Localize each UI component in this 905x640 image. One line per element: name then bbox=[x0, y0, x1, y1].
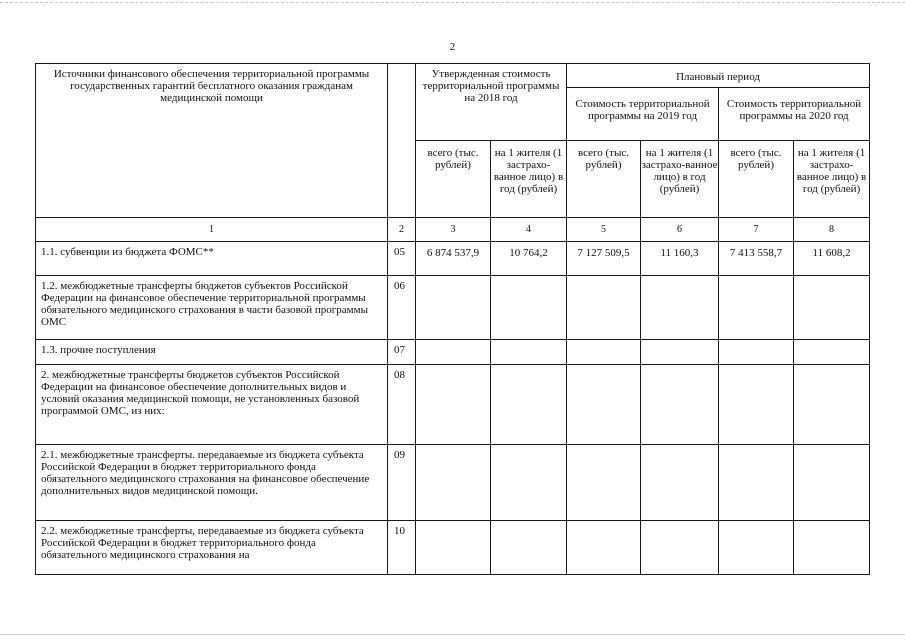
header-cost-2019: Стоимость территориальной программы на 2019 год bbox=[567, 88, 719, 141]
column-number: 3 bbox=[416, 218, 491, 242]
value-cell bbox=[641, 445, 719, 521]
row-label: 1.1. субвенции из бюджета ФОМС** bbox=[36, 242, 388, 276]
header-code-blank bbox=[388, 64, 416, 218]
value-cell bbox=[567, 365, 641, 445]
value-cell: 10 764,2 bbox=[491, 242, 567, 276]
row-label: 1.2. межбюджетные трансферты бюджетов субъектов Российской Федерации на финансовое обеспечение территориальной программы обязательного медицинского страхования в части базовой программы ОМС bbox=[36, 276, 388, 340]
header-per-resident-2020: на 1 жителя (1 застрахо-ванное лицо) в год (рублей) bbox=[794, 141, 870, 218]
column-number-row bbox=[36, 218, 870, 242]
header-total-2019: всего (тыс. рублей) bbox=[567, 141, 641, 218]
value-cell bbox=[491, 445, 567, 521]
column-number: 1 bbox=[36, 218, 388, 242]
header-per-resident-2018: на 1 жителя (1 застрахо-ванное лицо) в год (рублей) bbox=[491, 141, 567, 218]
row-code: 09 bbox=[388, 445, 416, 521]
row-label: 2.2. межбюджетные трансферты, передаваемые из бюджета субъекта Российской Федерации в бюджет территориального фонда обязательного медицинского страхования на bbox=[36, 521, 388, 575]
value-cell bbox=[719, 365, 794, 445]
column-number: 7 bbox=[719, 218, 794, 242]
value-cell bbox=[641, 365, 719, 445]
financing-table bbox=[35, 63, 870, 575]
value-cell bbox=[491, 276, 567, 340]
column-number: 6 bbox=[641, 218, 719, 242]
row-code: 05 bbox=[388, 242, 416, 276]
value-cell bbox=[794, 365, 870, 445]
value-cell bbox=[641, 340, 719, 365]
header-approved-2018: Утвержденная стоимость территориальной программы на 2018 год bbox=[416, 64, 567, 141]
value-cell bbox=[491, 340, 567, 365]
value-cell bbox=[491, 365, 567, 445]
row-code: 10 bbox=[388, 521, 416, 575]
value-cell bbox=[567, 521, 641, 575]
header-total-2018: всего (тыс. рублей) bbox=[416, 141, 491, 218]
value-cell bbox=[641, 521, 719, 575]
table-row bbox=[36, 521, 870, 575]
table-row bbox=[36, 340, 870, 365]
scan-edge-top bbox=[0, 2, 905, 3]
value-cell bbox=[416, 521, 491, 575]
value-cell bbox=[416, 276, 491, 340]
value-cell bbox=[567, 276, 641, 340]
scan-edge-bottom bbox=[0, 634, 905, 635]
column-number: 2 bbox=[388, 218, 416, 242]
header-total-2020: всего (тыс. рублей) bbox=[719, 141, 794, 218]
table-row bbox=[36, 276, 870, 340]
value-cell bbox=[719, 340, 794, 365]
value-cell bbox=[416, 365, 491, 445]
value-cell bbox=[567, 445, 641, 521]
value-cell: 7 127 509,5 bbox=[567, 242, 641, 276]
value-cell bbox=[416, 340, 491, 365]
header-planning-period: Плановый период bbox=[567, 64, 870, 88]
value-cell: 7 413 558,7 bbox=[719, 242, 794, 276]
value-cell bbox=[719, 445, 794, 521]
table-row bbox=[36, 445, 870, 521]
value-cell bbox=[794, 276, 870, 340]
header-cost-2020: Стоимость территориальной программы на 2020 год bbox=[719, 88, 870, 141]
value-cell bbox=[567, 340, 641, 365]
header-sources: Источники финансового обеспечения территориальной программы государственных гарантий бесплатного оказания гражданам медицинской помощи bbox=[36, 64, 388, 218]
value-cell bbox=[491, 521, 567, 575]
header-per-resident-2019: на 1 жителя (1 застрахо-ванное лицо) в год (рублей) bbox=[641, 141, 719, 218]
page-number: 2 bbox=[449, 41, 456, 53]
value-cell bbox=[794, 340, 870, 365]
header-row-1 bbox=[36, 64, 870, 88]
column-number: 4 bbox=[491, 218, 567, 242]
row-label: 1.3. прочие поступления bbox=[36, 340, 388, 365]
value-cell bbox=[719, 276, 794, 340]
value-cell bbox=[794, 445, 870, 521]
value-cell bbox=[641, 276, 719, 340]
column-number: 8 bbox=[794, 218, 870, 242]
value-cell: 6 874 537,9 bbox=[416, 242, 491, 276]
row-code: 06 bbox=[388, 276, 416, 340]
column-number: 5 bbox=[567, 218, 641, 242]
table-row bbox=[36, 365, 870, 445]
value-cell bbox=[416, 445, 491, 521]
row-code: 08 bbox=[388, 365, 416, 445]
value-cell: 11 608,2 bbox=[794, 242, 870, 276]
row-label: 2. межбюджетные трансферты бюджетов субъектов Российской Федерации на финансовое обеспечение дополнительных видов и условий оказания медицинской помощи, не установленных базовой программой ОМС, из них: bbox=[36, 365, 388, 445]
value-cell bbox=[794, 521, 870, 575]
value-cell: 11 160,3 bbox=[641, 242, 719, 276]
row-code: 07 bbox=[388, 340, 416, 365]
table-row bbox=[36, 242, 870, 276]
row-label: 2.1. межбюджетные трансферты. передаваемые из бюджета субъекта Российской Федерации в бюджет территориального фонда обязательного медицинского страхования на финансовое обеспечение дополнительных видов медицинской помощи. bbox=[36, 445, 388, 521]
value-cell bbox=[719, 521, 794, 575]
